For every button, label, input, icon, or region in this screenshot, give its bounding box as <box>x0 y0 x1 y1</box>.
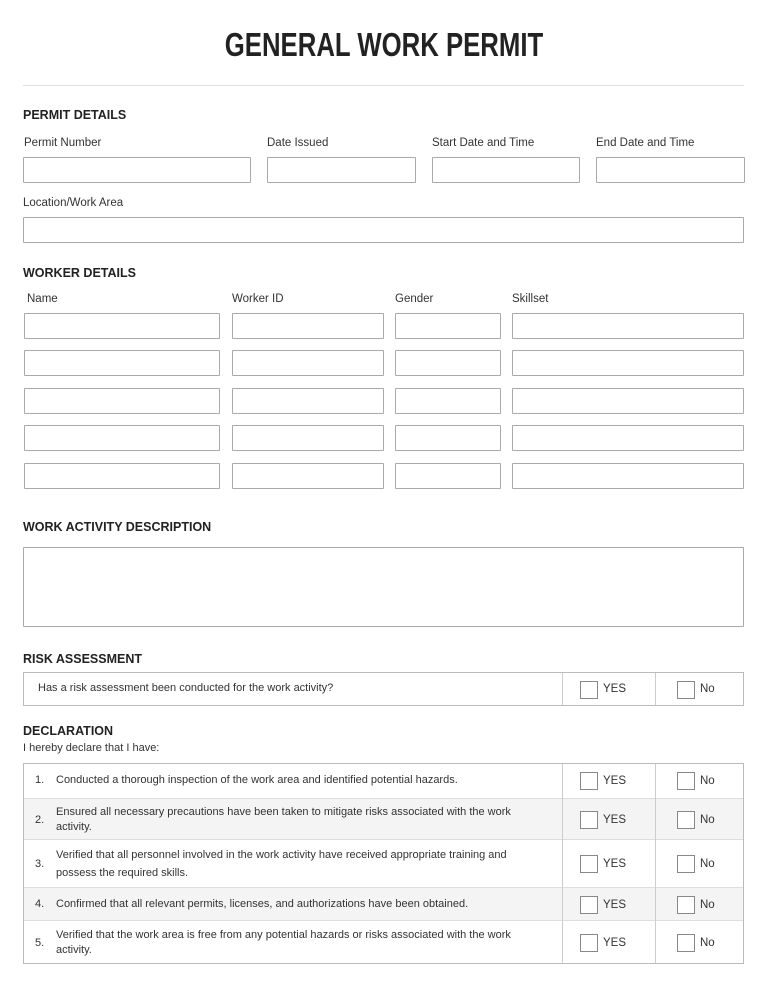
start-date-input[interactable] <box>432 157 580 183</box>
no-label: No <box>700 813 715 826</box>
divider <box>23 85 744 86</box>
declaration-table <box>23 763 744 964</box>
no-label: No <box>700 898 715 911</box>
worker-name-input[interactable] <box>24 463 220 489</box>
declaration-row <box>24 798 743 839</box>
risk-yes-checkbox[interactable] <box>580 681 598 699</box>
location-label: Location/Work Area <box>23 197 124 209</box>
yes-label: YES <box>603 858 627 870</box>
item-number: 3. <box>35 858 45 870</box>
worker-name-input[interactable] <box>24 425 220 451</box>
worker-gender-input[interactable] <box>395 313 501 339</box>
work-activity-heading: WORK ACTIVITY DESCRIPTION <box>23 520 212 534</box>
worker-worker-id-input[interactable] <box>232 388 384 414</box>
column-divider <box>655 764 656 963</box>
worker-name-input[interactable] <box>24 388 220 414</box>
worker-worker-id-input[interactable] <box>232 350 384 376</box>
start-date-label: Start Date and Time <box>432 137 535 149</box>
worker-skillset-input[interactable] <box>512 463 744 489</box>
item-text: Verified that the work area is free from any potential hazards or risks associated with the work activity. <box>56 929 511 956</box>
declaration-yes-checkbox[interactable] <box>580 811 598 829</box>
work-activity-textarea[interactable] <box>23 547 744 627</box>
risk-yes-label: YES <box>603 683 627 695</box>
declaration-row <box>24 764 743 798</box>
worker-gender-input[interactable] <box>395 350 501 376</box>
declaration-row <box>24 839 743 887</box>
permit-number-label: Permit Number <box>24 137 102 149</box>
declaration-row <box>24 920 743 964</box>
declaration-yes-checkbox[interactable] <box>580 772 598 790</box>
item-text: Conducted a thorough inspection of the work area and identified potential hazards. <box>56 774 458 786</box>
yes-label: YES <box>603 813 627 826</box>
declaration-no-checkbox[interactable] <box>677 896 695 914</box>
item-number: 5. <box>35 937 45 949</box>
name-column-label: Name <box>27 293 58 305</box>
no-label: No <box>700 775 715 787</box>
item-text: Verified that all personnel involved in the work activity have received appropriate training and possess the required skills. <box>56 849 507 879</box>
risk-question: Has a risk assessment been conducted for the work activity? <box>38 682 334 694</box>
item-number: 2. <box>35 813 45 826</box>
worker-gender-input[interactable] <box>395 388 501 414</box>
worker-gender-input[interactable] <box>395 425 501 451</box>
end-date-label: End Date and Time <box>596 137 695 149</box>
item-text: Confirmed that all relevant permits, licenses, and authorizations have been obtained. <box>56 897 469 910</box>
worker-skillset-input[interactable] <box>512 350 744 376</box>
risk-assessment-table <box>23 672 744 706</box>
worker-gender-input[interactable] <box>395 463 501 489</box>
permit-number-input[interactable] <box>23 157 251 183</box>
worker-name-input[interactable] <box>24 313 220 339</box>
declaration-no-checkbox[interactable] <box>677 811 695 829</box>
column-divider <box>562 764 563 963</box>
declaration-yes-checkbox[interactable] <box>580 934 598 952</box>
date-issued-label: Date Issued <box>267 137 329 149</box>
declaration-row <box>24 887 743 920</box>
worker-skillset-input[interactable] <box>512 425 744 451</box>
worker-skillset-input[interactable] <box>512 388 744 414</box>
risk-assessment-heading: RISK ASSESSMENT <box>23 652 143 666</box>
no-label: No <box>700 858 715 870</box>
item-number: 4. <box>35 897 45 910</box>
page-title: GENERAL WORK PERMIT <box>224 26 544 63</box>
location-input[interactable] <box>23 217 744 243</box>
declaration-no-checkbox[interactable] <box>677 772 695 790</box>
column-divider <box>562 673 563 705</box>
no-label: No <box>700 937 715 949</box>
yes-label: YES <box>603 937 627 949</box>
worker-worker-id-input[interactable] <box>232 425 384 451</box>
yes-label: YES <box>603 775 627 787</box>
worker-skillset-input[interactable] <box>512 313 744 339</box>
worker-worker-id-input[interactable] <box>232 463 384 489</box>
date-issued-input[interactable] <box>267 157 416 183</box>
permit-details-heading: PERMIT DETAILS <box>23 108 127 122</box>
column-divider <box>655 673 656 705</box>
declaration-no-checkbox[interactable] <box>677 855 695 873</box>
item-number: 1. <box>35 774 45 786</box>
worker-worker-id-input[interactable] <box>232 313 384 339</box>
worker-details-heading: WORKER DETAILS <box>23 266 136 280</box>
risk-no-label: No <box>700 683 715 695</box>
item-text: Ensured all necessary precautions have been taken to mitigate risks associated with the work activity. <box>56 805 511 833</box>
declaration-yes-checkbox[interactable] <box>580 896 598 914</box>
declaration-no-checkbox[interactable] <box>677 934 695 952</box>
yes-label: YES <box>603 898 627 911</box>
worker-name-input[interactable] <box>24 350 220 376</box>
declaration-heading: DECLARATION <box>23 724 114 738</box>
skillset-column-label: Skillset <box>512 293 549 305</box>
risk-no-checkbox[interactable] <box>677 681 695 699</box>
gender-column-label: Gender <box>395 293 434 305</box>
declaration-yes-checkbox[interactable] <box>580 855 598 873</box>
end-date-input[interactable] <box>596 157 745 183</box>
worker-id-column-label: Worker ID <box>232 293 284 305</box>
declaration-intro: I hereby declare that I have: <box>23 742 160 754</box>
